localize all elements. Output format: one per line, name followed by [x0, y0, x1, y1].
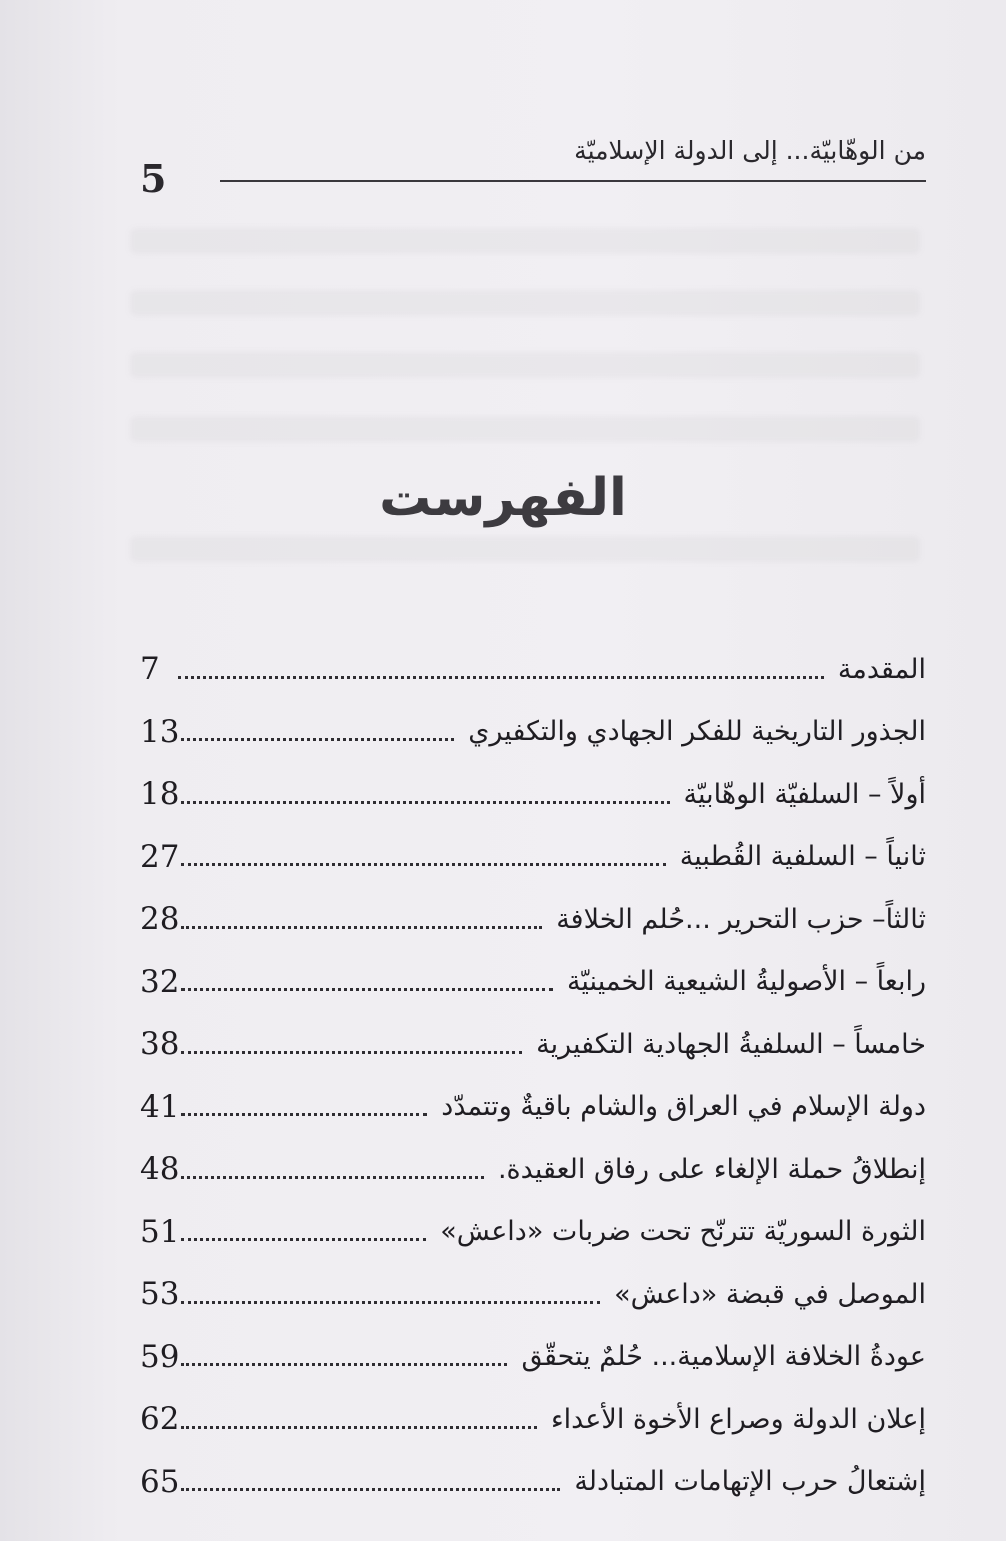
toc-page-number: 53	[140, 1276, 180, 1313]
dot-leader	[181, 1035, 522, 1054]
toc-entry	[140, 1263, 926, 1326]
dot-leader	[181, 910, 542, 929]
toc-entry-title: إعلان الدولة وصراع الأخوة الأعداء	[550, 1403, 926, 1435]
dot-leader	[181, 847, 665, 866]
toc-entry	[140, 951, 926, 1014]
toc-entry	[140, 1201, 926, 1264]
dot-leader	[181, 1160, 483, 1179]
toc-entry	[140, 638, 926, 701]
running-title: من الوهّابيّة... إلى الدولة الإسلاميّة	[574, 136, 926, 165]
toc-entry	[140, 701, 926, 764]
dot-leader	[181, 1097, 427, 1116]
toc-entry-title: ثالثاً– حزب التحرير ...حُلم الخلافة	[556, 903, 926, 935]
toc-page-number: 65	[140, 1463, 180, 1500]
toc-entry	[140, 1326, 926, 1389]
toc-page-number: 27	[140, 838, 180, 875]
bleed-through-line	[130, 416, 920, 442]
toc-entry-title: ثانياً – السلفية القُطبية	[679, 841, 926, 873]
dot-leader	[178, 660, 824, 679]
toc-entry-title: الجذور التاريخية للفكر الجهادي والتكفيري	[468, 716, 926, 748]
dot-leader	[181, 785, 669, 804]
toc-entry-title: إشتعالُ حرب الإتهامات المتبادلة	[574, 1466, 926, 1498]
toc-page-number: 18	[140, 776, 180, 813]
toc-entry-title: إنطلاقُ حملة الإلغاء على رفاق العقيدة.	[497, 1153, 926, 1185]
dot-leader	[181, 1285, 600, 1304]
toc-entry	[140, 1076, 926, 1139]
toc-page-number: 51	[140, 1213, 180, 1250]
toc-page-number: 28	[140, 901, 180, 938]
toc-page-number: 41	[140, 1088, 180, 1125]
toc-entry-title: خامساً – السلفيةُ الجهادية التكفيرية	[536, 1028, 926, 1060]
toc-entry	[140, 1388, 926, 1451]
dot-leader	[181, 1347, 507, 1366]
bleed-through-line	[130, 536, 920, 562]
page-number: 5	[140, 156, 167, 201]
toc-entry-title: رابعاً – الأصوليةُ الشيعية الخمينيّة	[566, 966, 926, 998]
toc-page-number: 7	[140, 651, 160, 688]
toc-entry	[140, 763, 926, 826]
toc-entry-title: عودةُ الخلافة الإسلامية... حُلمٌ يتحقّق	[521, 1341, 926, 1373]
toc-page-number: 48	[140, 1151, 180, 1188]
toc-entry	[140, 826, 926, 889]
bleed-through-line	[130, 228, 920, 254]
toc-page-number: 38	[140, 1026, 180, 1063]
dot-leader	[181, 722, 454, 741]
header-rule	[220, 180, 926, 182]
toc-entry-title: الموصل في قبضة «داعش»	[614, 1278, 926, 1310]
toc-entry	[140, 888, 926, 951]
dot-leader	[181, 972, 552, 991]
toc-title: الفهرست	[379, 468, 627, 528]
toc-entry-title: المقدمة	[837, 653, 926, 685]
bleed-through-line	[130, 352, 920, 378]
toc-entry-title: دولة الإسلام في العراق والشام باقيةٌ وتتمدّد	[441, 1091, 926, 1123]
toc-entry	[140, 1138, 926, 1201]
page-header	[140, 136, 926, 201]
toc-page-number: 59	[140, 1338, 180, 1375]
toc-entry-title: أولاً – السلفيّة الوهّابيّة	[683, 778, 926, 810]
toc-page-number: 13	[140, 713, 180, 750]
toc-page-number: 32	[140, 963, 180, 1000]
dot-leader	[181, 1410, 536, 1429]
toc-entry	[140, 1451, 926, 1514]
dot-leader	[181, 1222, 426, 1241]
toc-entry-title: الثورة السوريّة تترنّح تحت ضربات «داعش»	[440, 1216, 926, 1248]
toc-page-number: 62	[140, 1401, 180, 1438]
table-of-contents	[140, 638, 926, 1513]
toc-entry	[140, 1013, 926, 1076]
bleed-through-line	[130, 290, 920, 316]
dot-leader	[181, 1472, 560, 1491]
